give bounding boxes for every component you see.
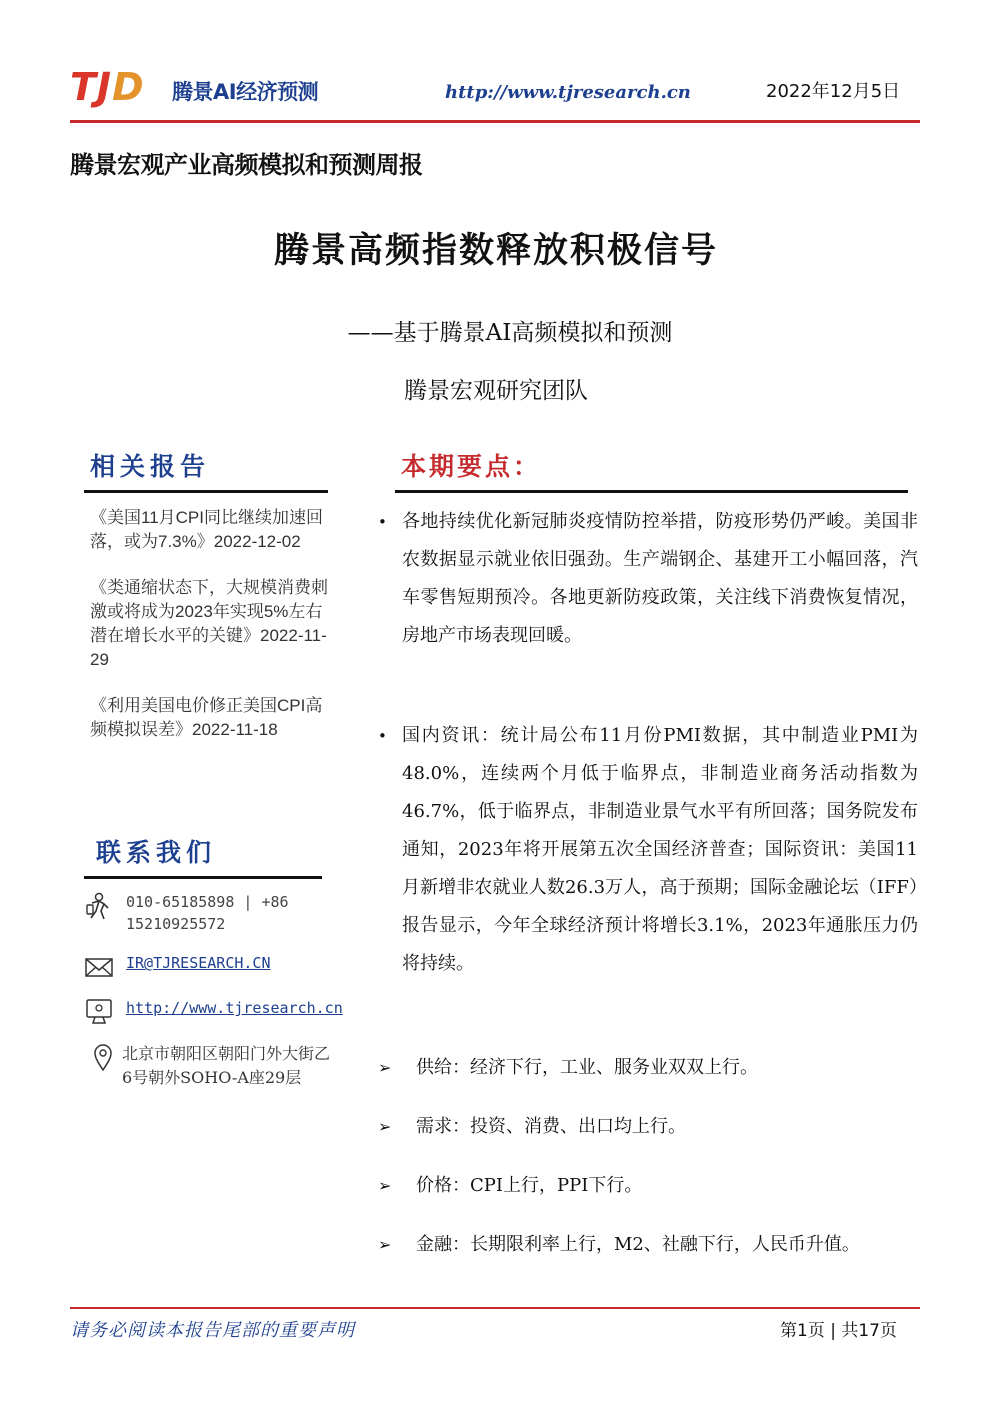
contact-divider (84, 876, 322, 879)
related-report-item[interactable]: 《类通缩状态下，大规模消费刺激或将成为2023年实现5%左右潜在增长水平的关键》2022-11-29 (90, 578, 328, 669)
arrow-bullet-icon: ➢ (378, 1058, 392, 1077)
envelope-icon (84, 952, 114, 982)
contact-heading: 联系我们 (96, 838, 217, 867)
key-point-bullet (378, 503, 918, 655)
bullet-text: 各地持续优化新冠肺炎疫情防控举措，防疫形势仍严峻。美国非农数据显示就业依旧强劲。生产端钢企、基建开工小幅回落，汽车零售短期预冷。各地更新防疫政策，关注线下消费恢复情况，房地产市场表现回暖。 (402, 511, 918, 646)
contact-email-link[interactable]: IR@TJRESEARCH.CN (126, 954, 271, 972)
arrow-item-text: 供给：经济下行，工业、服务业双双上行。 (416, 1057, 758, 1078)
brand-logo-mark (70, 64, 145, 110)
contact-address-line2: 6号朝外SOHO-A座29层 (122, 1068, 302, 1087)
disclaimer-note: 请务必阅读本报告尾部的重要声明 (70, 1320, 355, 1341)
key-points-divider (395, 490, 908, 493)
bullet-text: 国内资讯：统计局公布11月份PMI数据，其中制造业PMI为48.0%，连续两个月低于临界点，非制造业商务活动指数为46.7%，低于临界点，非制造业景气水平有所回落；国务院发布通知，2023年将开展第五次全国经济普查；国际资讯：美国11月新增非农就业人数26.3万人，高于预期；国际金融论坛（IFF）报告显示，今年全球经济预计将增长3.1%，2023年通胀压力仍将持续。 (402, 725, 918, 974)
computer-monitor-icon (84, 997, 114, 1027)
footer-divider (70, 1307, 920, 1309)
arrow-item-text: 需求：投资、消费、出口均上行。 (416, 1116, 686, 1137)
report-date: 2022年12月5日 (766, 81, 901, 102)
bullet-dot: • (378, 727, 387, 745)
key-point-arrow-item (378, 1050, 918, 1086)
series-title: 腾景宏观产业高频模拟和预测周报 (70, 151, 423, 179)
contact-address-line1: 北京市朝阳区朝阳门外大街乙 (122, 1044, 331, 1063)
contact-website-link[interactable]: http://www.tjresearch.cn (126, 999, 343, 1017)
arrow-bullet-icon: ➢ (378, 1176, 392, 1195)
phone-person-icon (84, 891, 114, 921)
related-reports-list (90, 506, 338, 764)
report-title: 腾景高频指数释放积极信号 (273, 230, 718, 271)
map-pin-icon (88, 1042, 118, 1072)
bullet-dot: • (378, 513, 387, 531)
related-reports-divider (84, 490, 328, 493)
contact-phone-row (84, 891, 289, 935)
key-point-arrow-item (378, 1227, 918, 1263)
contact-phone-line2[interactable]: 15210925572 (126, 915, 226, 933)
brand-logo-text: 腾景AI经济预测 (172, 80, 319, 104)
logo-mark-main: TJ (70, 65, 113, 109)
arrow-bullet-icon: ➢ (378, 1235, 392, 1254)
contact-address-row (88, 1042, 330, 1090)
arrow-bullet-icon: ➢ (378, 1117, 392, 1136)
key-point-bullet (378, 717, 918, 983)
related-reports-heading: 相关报告 (90, 452, 211, 481)
author-team: 腾景宏观研究团队 (404, 378, 588, 404)
contact-phone-line1[interactable]: 010-65185898 | +86 (126, 893, 289, 911)
header-divider (70, 120, 920, 123)
key-point-arrow-item (378, 1168, 918, 1204)
key-points-heading: 本期要点： (401, 452, 542, 481)
arrow-item-text: 金融：长期限利率上行，M2、社融下行，人民币升值。 (416, 1234, 860, 1255)
contact-email-row (84, 952, 271, 982)
arrow-item-text: 价格：CPI上行，PPI下行。 (416, 1175, 643, 1196)
contact-website-row (84, 997, 343, 1027)
page-indicator: 第1页 | 共17页 (780, 1321, 897, 1341)
related-report-item[interactable]: 《利用美国电价修正美国CPI高频模拟误差》2022-11-18 (90, 696, 323, 739)
related-report-item[interactable]: 《美国11月CPI同比继续加速回落，或为7.3%》2022-12-02 (90, 508, 323, 551)
logo-mark-tail: D (112, 65, 145, 109)
header-website-link[interactable]: http://www.tjresearch.cn (445, 82, 691, 103)
report-subtitle: ——基于腾景AI高频模拟和预测 (347, 320, 673, 346)
key-point-arrow-item (378, 1109, 918, 1145)
